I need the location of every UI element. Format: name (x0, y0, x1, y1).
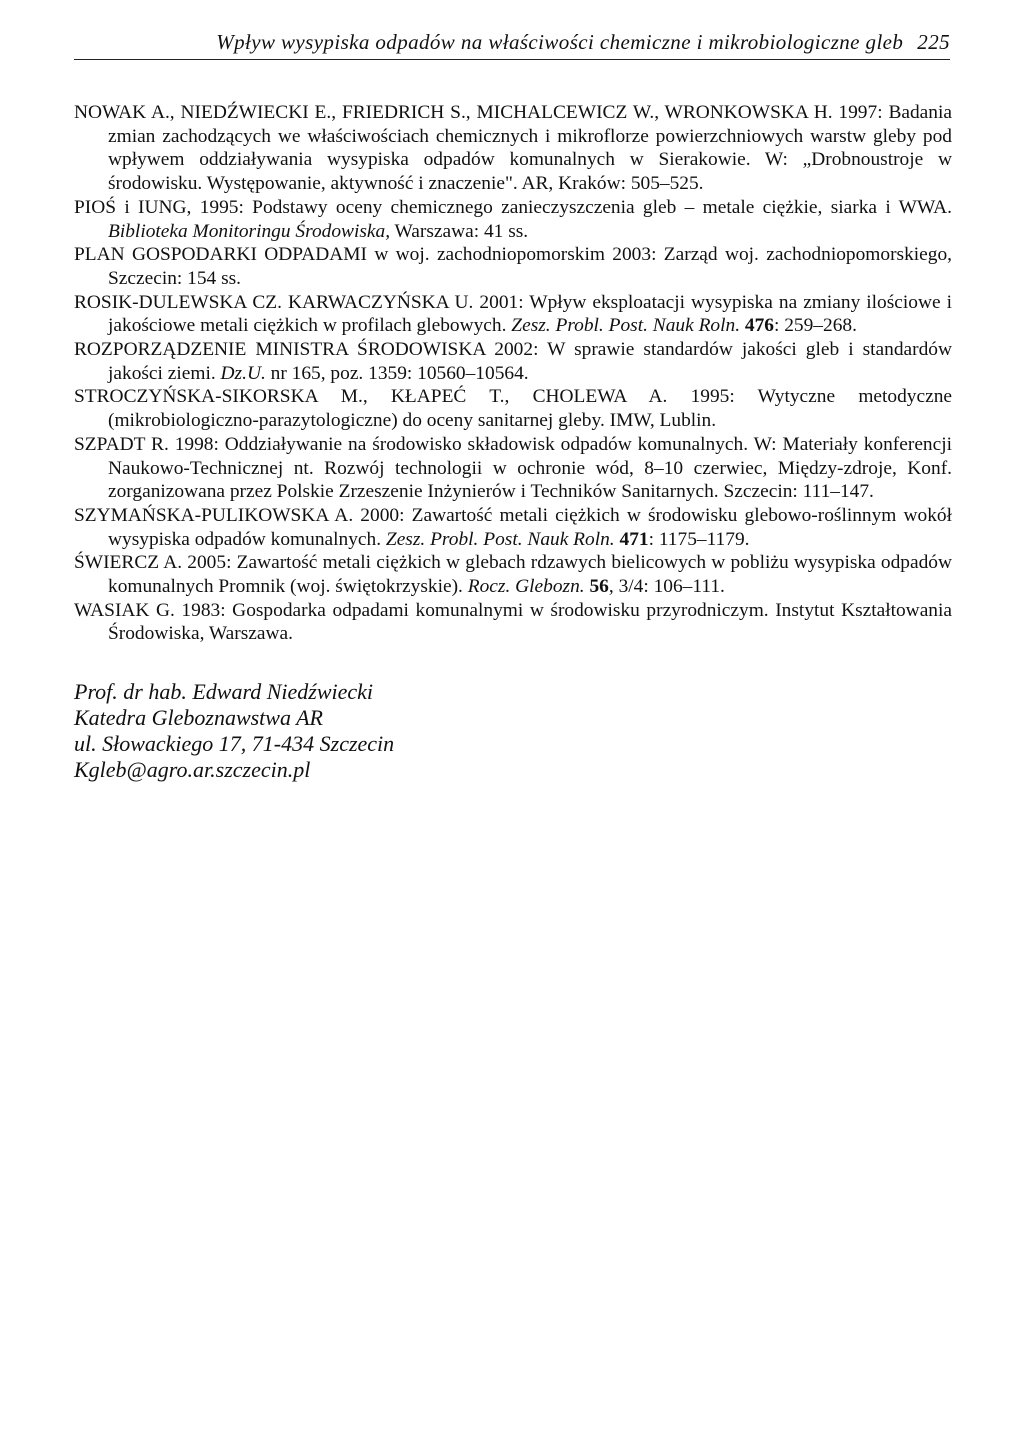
reference-entry (74, 243, 952, 290)
page-number: 225 (917, 30, 950, 54)
reference-author: NOWAK A., NIEDŹWIECKI E., FRIEDRICH S., MICHALCEWICZ W., WRONKOWSKA H. (74, 102, 833, 123)
reference-text: 1997: Badania zmian zachodzących we właściwościach chemicznych i mikroflorze powierzchniowych warstw gleby pod wpływem oddziaływania wysypiska odpadów komunalnych w Sierakowie. W: „Drobnoustroje w środowisku. Występowanie, aktywność i znaczenie". AR, Kraków: 505–525. (108, 102, 952, 195)
author-department: Katedra Gleboznawstwa AR (74, 705, 323, 730)
running-head-title: Wpływ wysypiska odpadów na właściwości chemiczne i mikrobiologiczne gleb (216, 30, 904, 54)
reference-author: ROSIK-DULEWSKA CZ. KARWACZYŃSKA U. (74, 291, 474, 313)
reference-text-end: , 3/4: 106–111. (608, 576, 725, 598)
reference-text: 2002: W sprawie standardów jakości gleb i standardów jakości ziemi. (108, 339, 953, 384)
author-name: Prof. dr hab. Edward Niedźwiecki (74, 679, 374, 704)
reference-text-end: nr 165, poz. 1359: 10560–10564. (265, 362, 529, 384)
reference-source: Zesz. Probl. Post. Nauk Roln. (385, 528, 615, 550)
reference-entry (74, 385, 952, 432)
author-email: Kgleb@agro.ar.szczecin.pl (74, 757, 311, 782)
reference-author: STROCZYŃSKA-SIKORSKA M., KŁAPEĆ T., CHOLEWA A. (74, 386, 668, 408)
running-head (74, 30, 950, 60)
reference-text-end: : 259–268. (773, 315, 857, 337)
reference-source: Biblioteka Monitoringu Środowiska, (108, 220, 391, 242)
reference-text: 2000: Zawartość metali ciężkich w środowisku glebowo-roślinnym wokół wysypiska odpadów komunalnych. (108, 504, 953, 550)
reference-entry (74, 291, 952, 338)
author-address (74, 679, 394, 783)
reference-author: WASIAK G. (74, 599, 175, 621)
reference-source: Rocz. Glebozn. (467, 576, 585, 598)
reference-text: 2001: Wpływ eksploatacji wysypiska na zmiany ilościowe i jakościowe metali ciężkich w profilach glebowych. (108, 291, 953, 337)
author-street: ul. Słowackiego 17, 71-434 Szczecin (74, 731, 395, 756)
reference-author: SZPADT R. (74, 433, 169, 455)
reference-author: PIOŚ i IUNG, (74, 196, 192, 218)
reference-entry (74, 433, 952, 504)
reference-author: ROZPORZĄDZENIE MINISTRA ŚRODOWISKA (74, 339, 486, 361)
reference-volume: 56 (584, 576, 609, 598)
reference-entry (74, 599, 952, 646)
reference-source: Zesz. Probl. Post. Nauk Roln. (511, 315, 741, 337)
reference-entry (74, 101, 952, 196)
reference-text: 1983: Gospodarka odpadami komunalnymi w środowisku przyrodniczym. Instytut Kształtowania Środowiska, Warszawa. (108, 599, 952, 645)
reference-text: 2005: Zawartość metali ciężkich w glebach rdzawych bielicowych w pobliżu wysypiska odpadów komunalnych Promnik (woj. świętokrzyskie). (108, 552, 952, 598)
reference-text: 1995: Podstawy oceny chemicznego zanieczyszczenia gleb – metale ciężkie, siarka i WWA. (191, 196, 952, 218)
reference-text-end: : 1175–1179. (648, 528, 750, 550)
reference-author: SZYMAŃSKA-PULIKOWSKA A. (74, 504, 354, 526)
reference-source: Dz.U. (220, 362, 266, 384)
reference-entry (74, 551, 952, 598)
reference-text: 1998: Oddziaływanie na środowisko składowisk odpadów komunalnych. W: Materiały konferencji Naukowo-Technicznej nt. Rozwój technologii w ochronie wód, 8–10 czerwiec, Między-zdroje, Konf. zorganizowana przez Polskie Zrzeszenie Inżynierów i Techników Sanitarnych. Szczecin: 111–147. (108, 433, 953, 503)
reference-entry (74, 338, 952, 385)
reference-volume: 476 (740, 315, 774, 337)
reference-list (74, 101, 952, 646)
reference-text: 1995: Wytyczne metodyczne (mikrobiologiczno-parazytologiczne) do oceny sanitarnej gleby. IMW, Lublin. (108, 386, 952, 432)
reference-volume: 471 (614, 528, 649, 550)
reference-text: w woj. zachodniopomorskim 2003: Zarząd woj. zachodniopomorskiego, Szczecin: 154 ss. (108, 244, 952, 289)
reference-author: ŚWIERCZ A. (74, 552, 183, 574)
reference-entry (74, 196, 952, 243)
reference-entry (74, 504, 952, 551)
reference-author: PLAN GOSPODARKI ODPADAMI (74, 244, 367, 266)
reference-text-end: Warszawa: 41 ss. (390, 220, 529, 242)
